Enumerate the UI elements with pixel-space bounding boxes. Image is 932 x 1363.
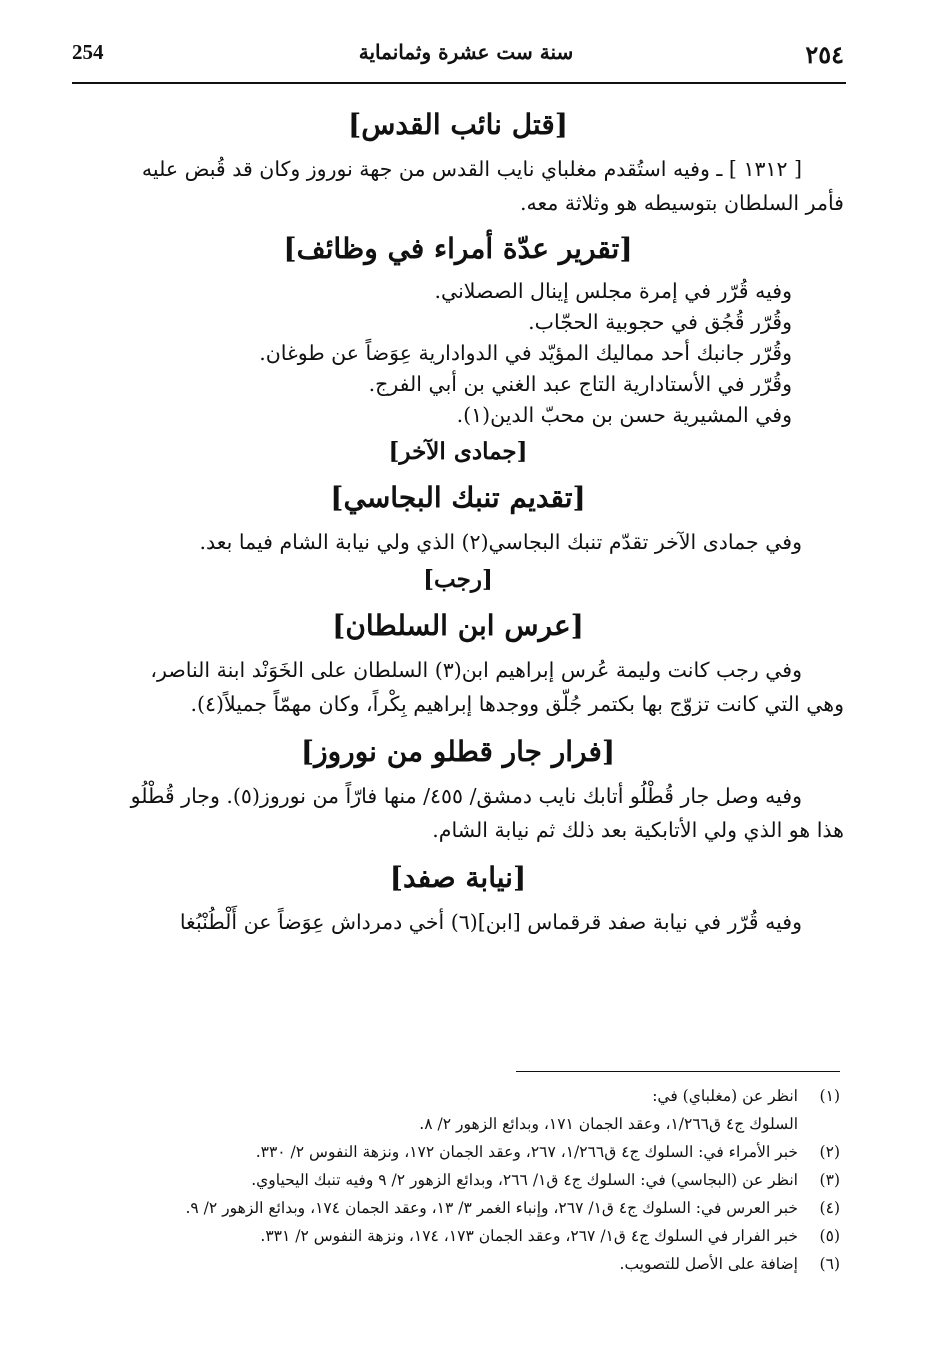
footnote-number: (٦) <box>819 1255 840 1273</box>
page-number-arabic: ٢٥٤ <box>805 40 844 69</box>
footnote-text: إضافة على الأصل للتصويب. <box>619 1255 798 1273</box>
footnote <box>72 1166 840 1194</box>
footnote-continuation: السلوك ج٤ ق١/٢٦٦، وعقد الجمان ١٧١، وبدائع الزهور ٢/ ٨. <box>419 1115 798 1133</box>
footnote-rule <box>516 1071 840 1072</box>
footnote-number: (٤) <box>819 1199 840 1217</box>
paragraph-line: وفي رجب كانت وليمة عُرس إبراهيم ابن(٣) السلطان على الخَوَنْد ابنة الناصر، <box>150 658 802 682</box>
month-heading-rajab: [رجب] <box>423 566 493 593</box>
footnote <box>72 1082 840 1110</box>
list-item: وقُرّر في الأستادارية التاج عبد الغني بن أبي الفرج. <box>368 372 792 396</box>
footnotes <box>72 1082 840 1278</box>
paragraph-line: وهي التي كانت تزوّج بها بكتمر جُلّق ووجدها إبراهيم بِكْراً، وكان مهمّاً جميلاً(٤). <box>190 692 844 716</box>
running-title: سنة ست عشرة وثمانماية <box>358 40 574 64</box>
footnote-number: (٢) <box>819 1143 840 1161</box>
paragraph-line: فأمر السلطان بتوسيطه هو وثلاثة معه. <box>519 191 844 215</box>
section-heading-killing-deputy: [قتل نائب القدس] <box>348 108 568 141</box>
list-item: وقُرّر جانبك أحد مماليك المؤيّد في الدوادارية عِوَضاً عن طوغان. <box>259 341 792 365</box>
paragraph-line: وفي جمادى الآخر تقدّم تنبك البجاسي(٢) الذي ولي نيابة الشام فيما بعد. <box>199 530 802 554</box>
footnote <box>72 1222 840 1250</box>
footnote <box>72 1250 840 1278</box>
appointments-list <box>72 276 844 431</box>
list-item: وفي المشيرية حسن بن محبّ الدين(١). <box>456 403 792 427</box>
footnote-text: خبر العرس في: السلوك ج٤ ق١/ ٢٦٧، وإنباء الغمر ٣/ ١٣، وعقد الجمان ١٧٤، وبدائع الزهور ٢/ ٩. <box>185 1199 798 1217</box>
footnote <box>72 1138 840 1166</box>
paragraph-line: [ ١٣١٢ ] ـ وفيه استُقدم مغلباي نايب القدس من جهة نوروز وكان قد قُبض عليه <box>141 157 802 181</box>
section-heading-flight: [فرار جار قطلو من نوروز] <box>300 735 616 768</box>
footnote-number: (١) <box>819 1087 840 1105</box>
main-text <box>72 100 844 939</box>
footnote-number: (٥) <box>819 1227 840 1245</box>
section-heading-safad: [نيابة صفد] <box>389 861 527 894</box>
paragraph-line: وفيه وصل جار قُطْلُو أتابك نايب دمشق/ ٤٥٥/ منها فارّاً من نوروز(٥). وجار قُطْلُو <box>130 784 802 808</box>
footnote <box>72 1194 840 1222</box>
footnote-number: (٣) <box>819 1171 840 1189</box>
list-item: وفيه قُرّر في إمرة مجلس إينال الصصلاني. <box>434 279 792 303</box>
paragraph-line: وفيه قُرّر في نيابة صفد قرقماس [ابن](٦) أخي دمرداش عِوَضاً عن أَلْطُنْبُغا <box>179 910 802 934</box>
footnote-text: خبر الفرار في السلوك ج٤ ق١/ ٢٦٧، وعقد الجمان ١٧٣، ١٧٤، ونزهة النفوس ٢/ ٣٣١. <box>260 1227 798 1245</box>
page-number-latin: 254 <box>72 40 104 64</box>
section-heading-tanbak: [تقديم تنبك البجاسي] <box>330 481 586 514</box>
footnote-text: انظر عن (مغلباي) في: <box>652 1087 798 1105</box>
header-rule <box>72 82 846 84</box>
paragraph-line: هذا هو الذي ولي الأتابكية بعد ذلك ثم نيابة الشام. <box>432 818 844 842</box>
section-heading-wedding: [عرس ابن السلطان] <box>332 609 584 642</box>
list-item: وقُرّر قُجُق في حجوبية الحجّاب. <box>528 310 792 334</box>
section-heading-appointments: [تقرير عدّة أمراء في وظائف] <box>283 232 633 265</box>
footnote-text: انظر عن (البجاسي) في: السلوك ج٤ ق١/ ٢٦٦، وبدائع الزهور ٢/ ٩ وفيه تنبك اليحياوي. <box>251 1171 798 1189</box>
footnote-text: خبر الأمراء في: السلوك ج٤ ق١/٢٦٦، ٢٦٧، وعقد الجمان ١٧٢، ونزهة النفوس ٢/ ٣٣٠. <box>255 1143 798 1161</box>
month-heading-jumada: [جمادى الآخر] <box>388 438 528 465</box>
